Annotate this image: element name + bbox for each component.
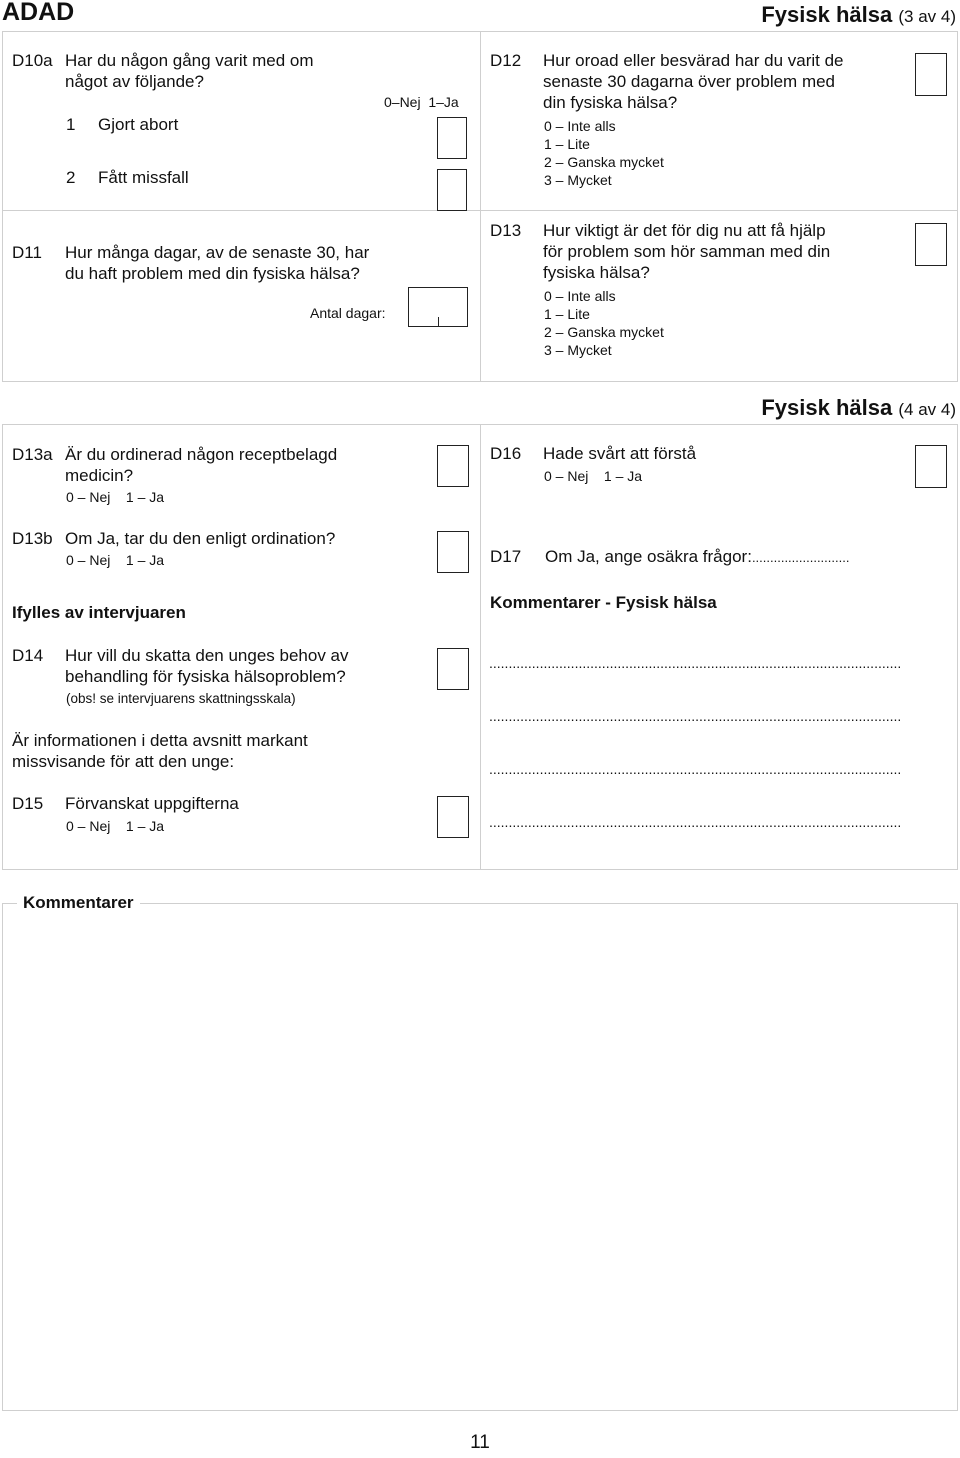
d10a-question-line: Har du någon gång varit med om bbox=[65, 51, 314, 70]
comments-fysisk-heading: Kommentarer - Fysisk hälsa bbox=[490, 593, 717, 612]
d10a-item-label: Gjort abort bbox=[98, 115, 179, 134]
d10a-code: D10a bbox=[12, 51, 53, 70]
d17-code: D17 bbox=[490, 547, 522, 566]
d10a-answer-box-2[interactable] bbox=[437, 169, 467, 211]
d11-question-line: Hur många dagar, av de senaste 30, har bbox=[65, 243, 370, 262]
d11-question-line: du haft problem med din fysiska hälsa? bbox=[65, 264, 360, 283]
d13a-question bbox=[65, 444, 337, 486]
d17-question bbox=[545, 546, 849, 568]
d16-code: D16 bbox=[490, 444, 522, 463]
d12-option: 0 – Inte alls bbox=[544, 118, 616, 134]
d13-answer-box[interactable] bbox=[915, 223, 947, 266]
comments-box[interactable] bbox=[2, 903, 958, 1411]
d13a-code: D13a bbox=[12, 445, 53, 464]
d12-question bbox=[543, 50, 844, 113]
d13-code: D13 bbox=[490, 221, 522, 240]
section-part: (4 av 4) bbox=[898, 400, 956, 419]
d15-question: Förvanskat uppgifterna bbox=[65, 794, 239, 813]
d14-question-line: behandling för fysiska hälsoproblem? bbox=[65, 667, 346, 686]
d15-options: 0 – Nej 1 – Ja bbox=[66, 818, 165, 834]
comment-line[interactable]: .......................................................................................................... bbox=[489, 814, 902, 830]
comments-box-legend: Kommentarer bbox=[17, 892, 140, 913]
d12-option: 2 – Ganska mycket bbox=[544, 154, 664, 170]
d13-question bbox=[543, 220, 830, 283]
page-number: 11 bbox=[470, 1432, 490, 1453]
misleading-line: missvisande för att den unge: bbox=[12, 752, 235, 771]
d10a-scale: 0–Nej 1–Ja bbox=[384, 94, 459, 110]
d13-option: 3 – Mycket bbox=[544, 342, 612, 358]
section-title-2 bbox=[761, 395, 956, 421]
d12-code: D12 bbox=[490, 51, 522, 70]
section2-divider bbox=[480, 424, 481, 870]
comment-line[interactable]: .......................................................................................................... bbox=[489, 655, 902, 671]
d13-option: 0 – Inte alls bbox=[544, 288, 616, 304]
d12-question-line: Hur oroad eller besvärad har du varit de bbox=[543, 51, 844, 70]
section1-right-separator bbox=[480, 210, 958, 211]
d10a-item-num: 2 bbox=[66, 168, 76, 187]
misleading-question bbox=[12, 730, 308, 772]
d16-question: Hade svårt att förstå bbox=[543, 444, 697, 463]
d17-question-text: Om Ja, ange osäkra frågor: bbox=[545, 547, 752, 566]
d11-question bbox=[65, 242, 369, 284]
section-title-text: Fysisk hälsa bbox=[761, 395, 893, 420]
d14-answer-box[interactable] bbox=[437, 648, 469, 690]
comment-line[interactable]: .......................................................................................................... bbox=[489, 761, 902, 777]
section-title-text: Fysisk hälsa bbox=[761, 2, 893, 27]
d12-options bbox=[544, 117, 664, 189]
d10a-question bbox=[65, 50, 314, 92]
d10a-answer-box-1[interactable] bbox=[437, 117, 467, 159]
d13-option: 1 – Lite bbox=[544, 306, 590, 322]
d16-options: 0 – Nej 1 – Ja bbox=[544, 468, 643, 484]
d12-question-line: senaste 30 dagarna över problem med bbox=[543, 72, 836, 91]
d10a-item-label: Fått missfall bbox=[98, 168, 189, 187]
interviewer-heading: Ifylles av intervjuaren bbox=[12, 603, 186, 622]
comment-line[interactable]: .......................................................................................................... bbox=[489, 708, 902, 724]
section-part: (3 av 4) bbox=[898, 7, 956, 26]
d13a-answer-box[interactable] bbox=[437, 445, 469, 487]
d13a-options: 0 – Nej 1 – Ja bbox=[66, 489, 165, 505]
d17-answer-line[interactable]: ........................... bbox=[751, 550, 850, 565]
d13b-options: 0 – Nej 1 – Ja bbox=[66, 552, 165, 568]
misleading-line: Är informationen i detta avsnitt markant bbox=[12, 731, 308, 750]
d14-note: (obs! se intervjuarens skattningsskala) bbox=[66, 691, 296, 706]
d14-code: D14 bbox=[12, 646, 44, 665]
d13a-question-line: Är du ordinerad någon receptbelagd bbox=[65, 445, 338, 464]
d10a-question-line: något av följande? bbox=[65, 72, 204, 91]
d11-code: D11 bbox=[12, 243, 42, 262]
d13b-answer-box[interactable] bbox=[437, 531, 469, 573]
d13-question-line: för problem som hör samman med din bbox=[543, 242, 831, 261]
d11-days-input[interactable] bbox=[408, 287, 468, 327]
d13-question-line: Hur viktigt är det för dig nu att få hjälp bbox=[543, 221, 826, 240]
d16-answer-box[interactable] bbox=[915, 445, 947, 488]
d13b-code: D13b bbox=[12, 529, 53, 548]
d15-answer-box[interactable] bbox=[437, 796, 469, 838]
d14-question-line: Hur vill du skatta den unges behov av bbox=[65, 646, 349, 665]
d13a-question-line: medicin? bbox=[65, 466, 134, 485]
d15-code: D15 bbox=[12, 794, 44, 813]
d12-option: 3 – Mycket bbox=[544, 172, 612, 188]
d11-field-label: Antal dagar: bbox=[310, 305, 386, 321]
section1-left-separator bbox=[2, 210, 480, 211]
d13-question-line: fysiska hälsa? bbox=[543, 263, 650, 282]
d14-question bbox=[65, 645, 349, 687]
d10a-item-num: 1 bbox=[66, 115, 76, 134]
d13-options bbox=[544, 287, 664, 359]
d12-question-line: din fysiska hälsa? bbox=[543, 93, 678, 112]
survey-title: ADAD bbox=[2, 0, 75, 26]
d12-answer-box[interactable] bbox=[915, 53, 947, 96]
d13-option: 2 – Ganska mycket bbox=[544, 324, 664, 340]
section-title-1 bbox=[761, 2, 956, 28]
section1-divider bbox=[480, 31, 481, 382]
d13b-question: Om Ja, tar du den enligt ordination? bbox=[65, 529, 336, 548]
d12-option: 1 – Lite bbox=[544, 136, 590, 152]
